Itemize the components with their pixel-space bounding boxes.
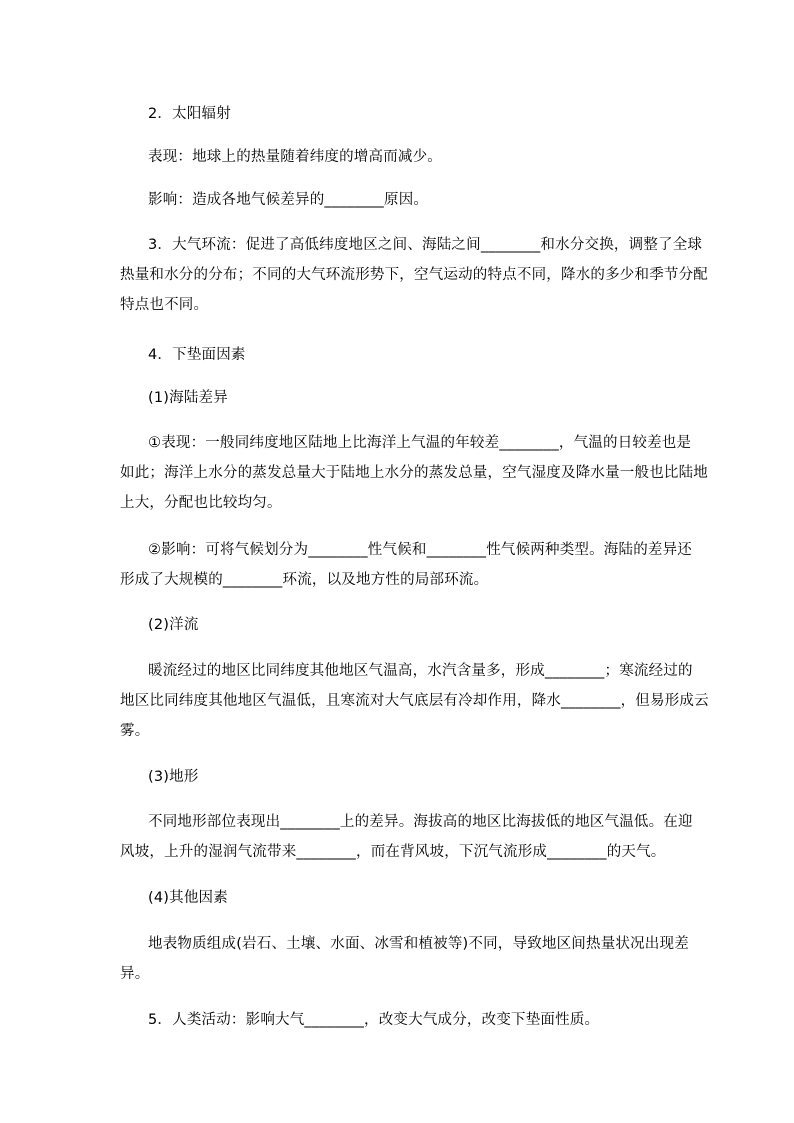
paragraph-line: 地表物质组成(岩石、土壤、水面、冰雪和植被等)不同，导致地区间热量状况出现差: [148, 936, 689, 952]
section-heading-underlying-surface: 4．下垫面因素: [148, 347, 246, 363]
paragraph-line: 暖流经过的地区比同纬度其他地区气温高，水汽含量多，形成________；寒流经过的: [148, 663, 693, 679]
paragraph-line: 特点也不同。: [120, 297, 209, 313]
section-heading-human-activity: 5．人类活动：影响大气________，改变大气成分，改变下垫面性质。: [148, 1012, 600, 1028]
subsection-heading-ocean-currents: (2)洋流: [148, 617, 199, 633]
paragraph-line: 异。: [120, 966, 150, 982]
paragraph-line: 风坡，上升的湿润气流带来________，而在背风坡，下沉气流形成________的天气。: [120, 844, 666, 860]
paragraph-line: 雾。: [120, 723, 150, 739]
paragraph-line: 上大，分配也比较均匀。: [120, 495, 282, 511]
paragraph-line: 如此；海洋上水分的蒸发总量大于陆地上水分的蒸发总量，空气湿度及降水量一般也比陆地: [120, 465, 708, 481]
subsection-heading-other-factors: (4)其他因素: [148, 890, 228, 906]
section-heading-atmospheric-circulation: 3．大气环流：促进了高低纬度地区之间、海陆之间________和水分交换，调整了全球: [148, 237, 703, 253]
paragraph-line: 不同地形部位表现出________上的差异。海拔高的地区比海拔低的地区气温低。在迎: [148, 814, 693, 830]
paragraph-line: 热量和水分的分布；不同的大气环流形势下，空气运动的特点不同，降水的多少和季节分配: [120, 267, 708, 283]
paragraph-line: 形成了大规模的________环流，以及地方性的局部环流。: [120, 572, 489, 588]
subsection-heading-land-sea: (1)海陆差异: [148, 390, 228, 406]
paragraph-line: 影响：造成各地气候差异的________原因。: [148, 192, 429, 208]
paragraph-line: 地区比同纬度其他地区气温低，且寒流对大气底层有冷却作用，降水________，但易形成云: [120, 693, 709, 709]
paragraph-line: ②影响：可将气候划分为________性气候和________性气候两种类型。海陆的差异还: [148, 542, 692, 558]
subsection-heading-terrain: (3)地形: [148, 769, 199, 785]
paragraph-line: 表现：地球上的热量随着纬度的增高而减少。: [148, 149, 442, 165]
paragraph-line: ①表现：一般同纬度地区陆地上比海洋上气温的年较差________，气温的日较差也是: [148, 435, 692, 451]
section-heading-solar-radiation: 2．太阳辐射: [148, 106, 231, 122]
